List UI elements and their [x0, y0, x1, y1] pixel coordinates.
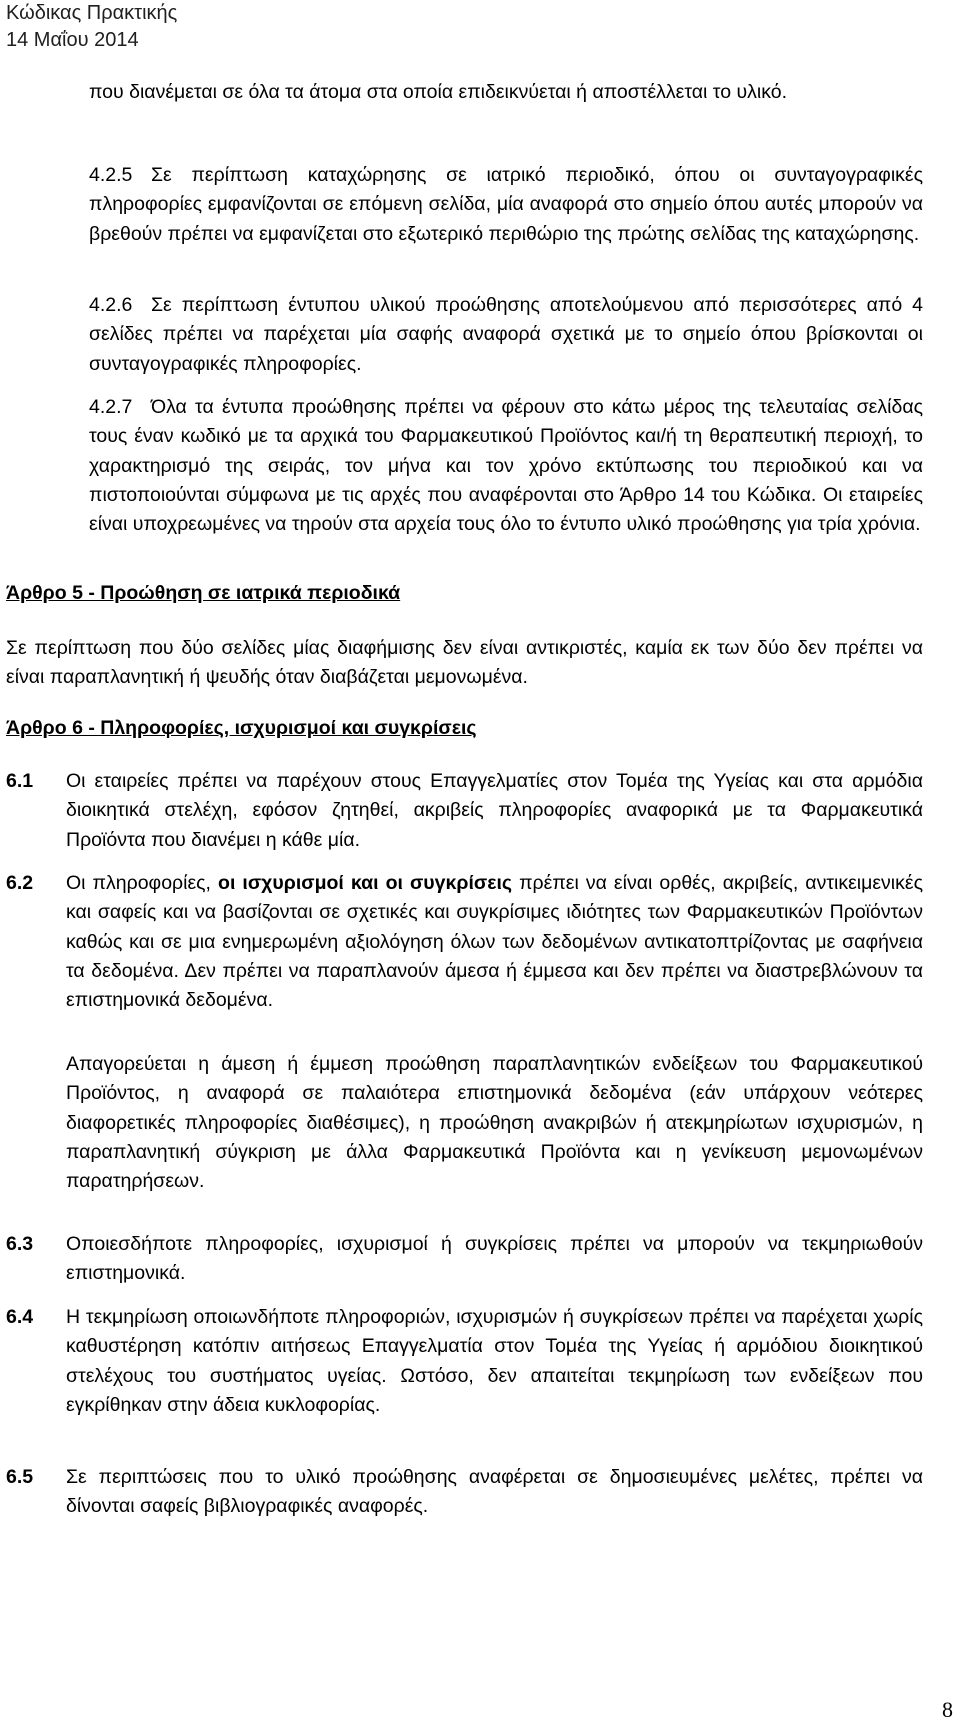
- item-number: 6.3: [6, 1233, 34, 1255]
- item-6-2-text-end: πρέπει να είναι ορθές, ακριβείς, αντικειμενικές και σαφείς και να βασίζονται σε σχετικές και συγκρίσιμες ιδιότητες των Φαρμακευτικών Προϊόντων καθώς και σε μια ενημερωμένη αξιολόγηση όλων των δεδομένων αντικατοπτρίζοντας με σαφήνεια τα δεδομένα. Δεν πρέπει να παραπλανούν άμεσα ή έμμεσα και δεν πρέπει να διαστρεβλώνουν τα επιστημονικά δεδομένα.: [66, 872, 923, 1012]
- item-6-5-text: Σε περιπτώσεις που το υλικό προώθησης αναφέρεται σε δημοσιευμένες μελέτες, πρέπει να δίνονται σαφείς βιβλιογραφικές αναφορές.: [66, 1466, 923, 1518]
- header-date: 14 Μαΐου 2014: [6, 29, 139, 51]
- item-6-2-second-paragraph: Απαγορεύεται η άμεση ή έμμεση προώθηση παραπλανητικών ενδείξεων του Φαρμακευτικού Προϊόντος, η αναφορά σε παλαιότερα επιστημονικά δεδομένα (εάν υπάρχουν νεότερες διαφορετικές πληροφορίες διαθέσιμες), η προώθηση ανακριβών ή ατεκμηρίωτων ισχυρισμών, η παραπλανητική σύγκριση με άλλα Φαρμακευτικά Προϊόντα και η γενίκευση μεμονωμένων παρατηρήσεων.: [66, 1053, 923, 1193]
- item-6-2-text: [66, 869, 923, 1015]
- document-header: [6, 0, 177, 54]
- section-4-2-5-text: Σε περίπτωση καταχώρησης σε ιατρικό περιοδικό, όπου οι συνταγογραφικές πληροφορίες εμφανίζονται σε επόμενη σελίδα, μία αναφορά στο σημείο όπου αυτές μπορούν να βρεθούν πρέπει να εμφανίζεται στο εξωτερικό περιθώριο της πρώτης σελίδας της καταχώρησης.: [89, 164, 923, 245]
- article-6-heading: Άρθρο 6 - Πληροφορίες, ισχυρισμοί και συγκρίσεις: [6, 717, 477, 739]
- item-6-1-text: Οι εταιρείες πρέπει να παρέχουν στους Επαγγελματίες στον Τομέα της Υγείας και στα αρμόδια διοικητικά στελέχη, εφόσον ζητηθεί, ακριβείς πληροφορίες αναφορικά με τα Φαρμακευτικά Προϊόντα που διανέμει η κάθε μία.: [66, 770, 923, 851]
- page-number: 8: [942, 1697, 953, 1722]
- section-4-2-6-text: Σε περίπτωση έντυπου υλικού προώθησης αποτελούμενου από περισσότερες από 4 σελίδες πρέπει να παρέχεται μία σαφής αναφορά σχετικά με το σημείο όπου βρίσκονται οι συνταγογραφικές πληροφορίες.: [89, 294, 923, 375]
- section-number: 4.2.6: [89, 294, 133, 316]
- item-6-4-text: Η τεκμηρίωση οποιωνδήποτε πληροφοριών, ισχυρισμών ή συγκρίσεων πρέπει να παρέχεται χωρίς καθυστέρηση κατόπιν αιτήσεως Επαγγελματία στον Τομέα της Υγείας ή αρμόδιου διοικητικού στελέχους του συστήματος υγείας. Ωστόσο, δεν απαιτείται τεκμηρίωση των ενδείξεων που εγκρίθηκαν στην άδεια κυκλοφορίας.: [66, 1306, 923, 1416]
- section-number: 4.2.7: [89, 396, 133, 418]
- article-5-text: Σε περίπτωση που δύο σελίδες μίας διαφήμισης δεν είναι αντικριστές, καμία εκ των δύο δεν πρέπει να είναι παραπλανητική ή ψευδής όταν διαβάζεται μεμονωμένα.: [6, 637, 923, 689]
- section-4-2-7-text: Όλα τα έντυπα προώθησης πρέπει να φέρουν στο κάτω μέρος της τελευταίας σελίδας τους έναν κωδικό με τα αρχικά του Φαρμακευτικού Προϊόντος και/ή τη θεραπευτική περιοχή, το χαρακτηρισμό της σειράς, τον μήνα και τον χρόνο εκτύπωσης του περιοδικού και να πιστοποιούνται σύμφωνα με τις αρχές που αναφέρονται στο Άρθρο 14 του Κώδικα. Οι εταιρείες είναι υποχρεωμένες να τηρούν στα αρχεία τους όλο το έντυπο υλικό προώθησης για τρία χρόνια.: [89, 396, 923, 536]
- item-number: 6.1: [6, 770, 34, 792]
- item-6-3-text: Οποιεσδήποτε πληροφορίες, ισχυρισμοί ή συγκρίσεις πρέπει να μπορούν να τεκμηριωθούν επιστημονικά.: [66, 1233, 923, 1285]
- item-6-2-text-start: Οι πληροφορίες,: [66, 872, 219, 894]
- item-6-2-bold-phrase: οι ισχυρισμοί και οι συγκρίσεις: [218, 872, 513, 894]
- article-5-heading: Άρθρο 5 - Προώθηση σε ιατρικά περιοδικά: [6, 582, 401, 604]
- item-number: 6.5: [6, 1466, 34, 1488]
- header-title: Κώδικας Πρακτικής: [6, 2, 178, 24]
- section-number: 4.2.5: [89, 164, 133, 186]
- item-number: 6.4: [6, 1306, 34, 1328]
- intro-paragraph: που διανέμεται σε όλα τα άτομα στα οποία επιδεικνύεται ή αποστέλλεται το υλικό.: [89, 81, 788, 103]
- item-number: 6.2: [6, 872, 34, 894]
